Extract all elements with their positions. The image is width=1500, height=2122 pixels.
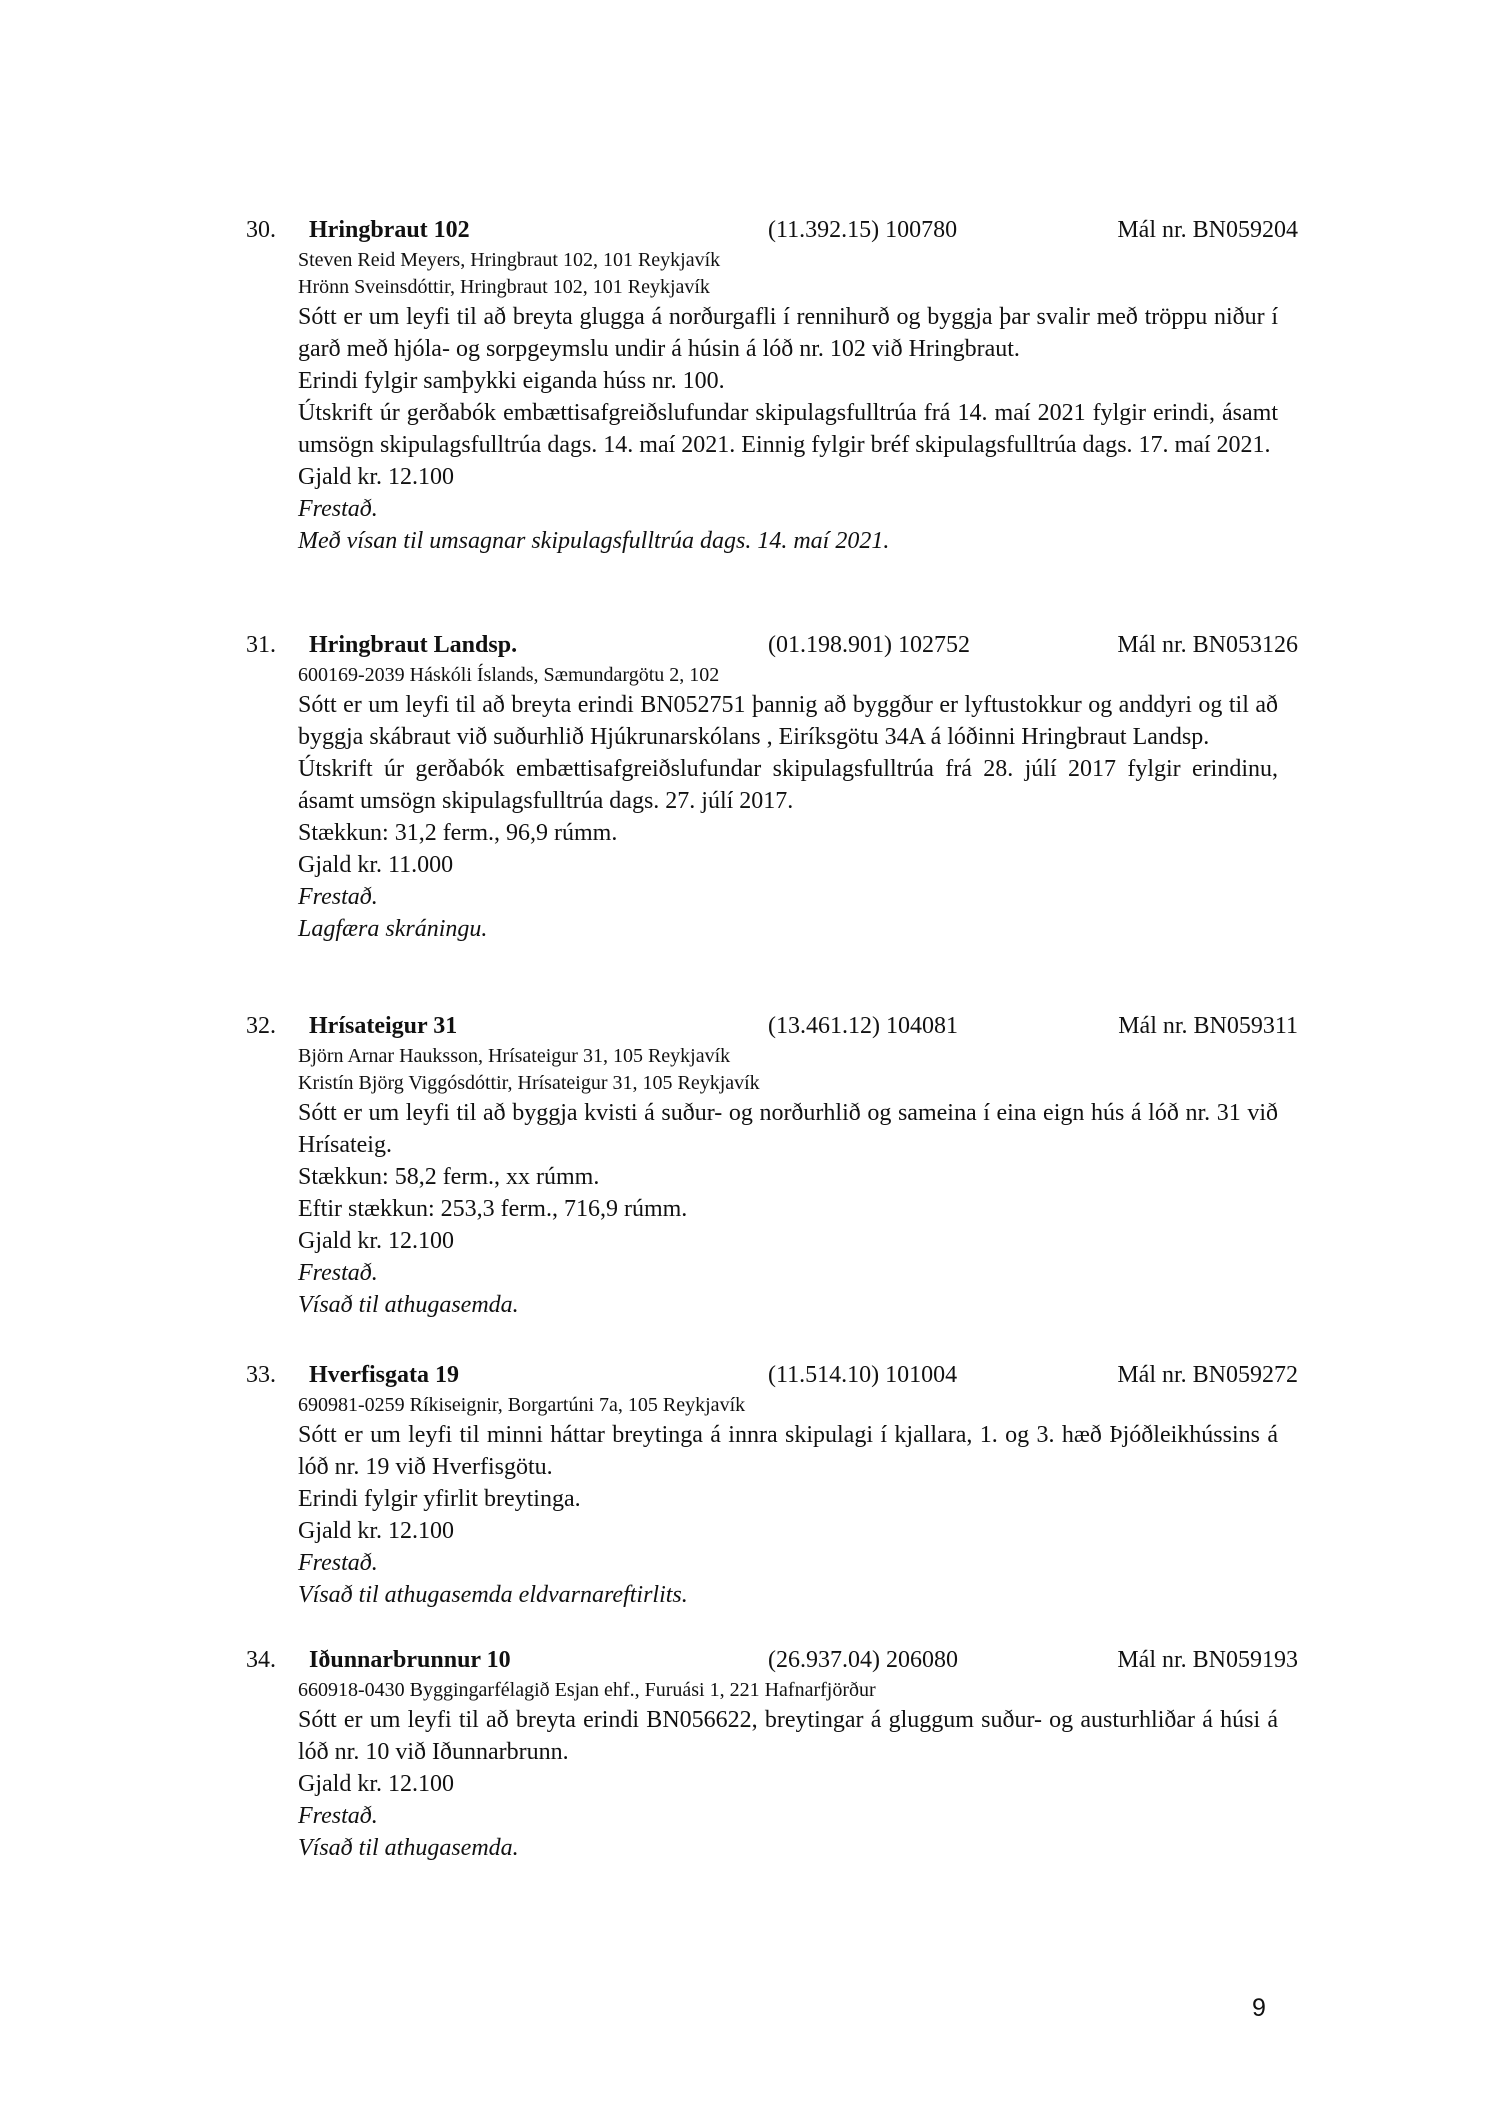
entry-number: 30. <box>246 217 276 243</box>
entry-body <box>298 662 1278 945</box>
entry-number: 31. <box>246 632 276 658</box>
applicant-line: 690981-0259 Ríkiseignir, Borgartúni 7a, 105 Reykjavík <box>298 1394 746 1416</box>
entry-fee: Gjald kr. 12.100 <box>298 464 454 490</box>
entry-reason: Vísað til athugasemda. <box>298 1292 519 1318</box>
land-number: (11.514.10) 101004 <box>768 1362 958 1388</box>
entry-enlargement: Stækkun: 31,2 ferm., 96,9 rúmm. <box>298 820 618 846</box>
entry-reason: Vísað til athugasemda eldvarnareftirlits. <box>298 1582 688 1608</box>
entry-excerpt: Útskrift úr gerðabók embættisafgreiðslufundar skipulagsfulltrúa frá 28. júlí 2017 fylgir erindinu, ásamt umsögn skipulagsfulltrúa dags. 27. júlí 2017. <box>298 756 1278 814</box>
entry-reason: Lagfæra skráningu. <box>298 916 488 942</box>
entry-number: 33. <box>246 1362 276 1388</box>
applicant-line: Hrönn Sveinsdóttir, Hringbraut 102, 101 Reykjavík <box>298 276 710 298</box>
case-entry-31 <box>246 628 1298 945</box>
entry-header <box>246 628 1298 662</box>
applicant-line: Steven Reid Meyers, Hringbraut 102, 101 Reykjavík <box>298 249 721 271</box>
land-number: (01.198.901) 102752 <box>768 632 970 658</box>
entry-title: Hrísateigur 31 <box>309 1013 458 1039</box>
entry-title: Iðunnarbrunnur 10 <box>309 1647 511 1673</box>
entry-title: Hringbraut Landsp. <box>309 632 518 658</box>
entry-status: Frestað. <box>298 1803 378 1829</box>
entry-title: Hringbraut 102 <box>309 217 470 243</box>
entry-fee: Gjald kr. 12.100 <box>298 1518 454 1544</box>
entry-status: Frestað. <box>298 1550 378 1576</box>
entry-body <box>298 1392 1278 1611</box>
page-number: 9 <box>1252 1994 1266 2022</box>
applicant-line: Kristín Björg Viggósdóttir, Hrísateigur 31, 105 Reykjavík <box>298 1072 760 1094</box>
entry-excerpt: Útskrift úr gerðabók embættisafgreiðslufundar skipulagsfulltrúa frá 14. maí 2021 fylgir erindi, ásamt umsögn skipulagsfulltrúa dags. 14. maí 2021. Einnig fylgir bréf skipulagsfulltrúa dags. 17. maí 2021. <box>298 400 1278 458</box>
applicant-line: 600169-2039 Háskóli Íslands, Sæmundargötu 2, 102 <box>298 664 720 686</box>
case-number: Mál nr. BN059193 <box>1117 1647 1298 1673</box>
applicant-line: Björn Arnar Hauksson, Hrísateigur 31, 105 Reykjavík <box>298 1045 731 1067</box>
entry-fee: Gjald kr. 12.100 <box>298 1228 454 1254</box>
entry-status: Frestað. <box>298 496 378 522</box>
entry-description: Sótt er um leyfi til minni háttar breytinga á innra skipulagi í kjallara, 1. og 3. hæð Þjóðleikhússins á lóð nr. 19 við Hverfisgötu. <box>298 1422 1278 1480</box>
case-number: Mál nr. BN059311 <box>1118 1013 1298 1039</box>
case-entry-32 <box>246 1009 1298 1321</box>
entry-note: Erindi fylgir yfirlit breytinga. <box>298 1486 581 1512</box>
land-number: (11.392.15) 100780 <box>768 217 958 243</box>
entry-reason: Vísað til athugasemda. <box>298 1835 519 1861</box>
entry-body <box>298 247 1278 557</box>
entry-header <box>246 1643 1298 1677</box>
entry-number: 32. <box>246 1013 276 1039</box>
entry-status: Frestað. <box>298 1260 378 1286</box>
case-number: Mál nr. BN053126 <box>1117 632 1298 658</box>
entry-after-enlargement: Eftir stækkun: 253,3 ferm., 716,9 rúmm. <box>298 1196 688 1222</box>
entry-header <box>246 1009 1298 1043</box>
entry-fee: Gjald kr. 12.100 <box>298 1771 454 1797</box>
entry-body <box>298 1043 1278 1321</box>
entry-header <box>246 213 1298 247</box>
case-number: Mál nr. BN059204 <box>1117 217 1298 243</box>
entry-description: Sótt er um leyfi til að breyta erindi BN056622, breytingar á gluggum suður- og austurhliðar á húsi á lóð nr. 10 við Iðunnarbrunn. <box>298 1707 1278 1765</box>
case-entry-33 <box>246 1358 1298 1611</box>
land-number: (26.937.04) 206080 <box>768 1647 958 1673</box>
entry-note: Erindi fylgir samþykki eiganda húss nr. 100. <box>298 368 725 394</box>
entry-description: Sótt er um leyfi til að byggja kvisti á suður- og norðurhlið og sameina í eina eign hús á lóð nr. 31 við Hrísateig. <box>298 1100 1278 1158</box>
entry-header <box>246 1358 1298 1392</box>
entry-fee: Gjald kr. 11.000 <box>298 852 454 878</box>
entry-reason: Með vísan til umsagnar skipulagsfulltrúa dags. 14. maí 2021. <box>298 528 890 554</box>
land-number: (13.461.12) 104081 <box>768 1013 958 1039</box>
entry-description: Sótt er um leyfi til að breyta glugga á norðurgafli í rennihurð og byggja þar svalir með tröppu niður í garð með hjóla- og sorpgeymslu undir á húsin á lóð nr. 102 við Hringbraut. <box>298 304 1278 362</box>
entry-number: 34. <box>246 1647 276 1673</box>
case-number: Mál nr. BN059272 <box>1117 1362 1298 1388</box>
entry-enlargement: Stækkun: 58,2 ferm., xx rúmm. <box>298 1164 600 1190</box>
case-entry-34 <box>246 1643 1298 1864</box>
applicant-line: 660918-0430 Byggingarfélagið Esjan ehf., Furuási 1, 221 Hafnarfjörður <box>298 1679 876 1701</box>
entry-description: Sótt er um leyfi til að breyta erindi BN052751 þannig að byggður er lyftustokkur og anddyri og til að byggja skábraut við suðurhlið Hjúkrunarskólans , Eiríksgötu 34A á lóðinni Hringbraut Landsp. <box>298 692 1278 750</box>
case-entry-30 <box>246 213 1298 557</box>
entry-status: Frestað. <box>298 884 378 910</box>
entry-body <box>298 1677 1278 1864</box>
entry-title: Hverfisgata 19 <box>309 1362 459 1388</box>
